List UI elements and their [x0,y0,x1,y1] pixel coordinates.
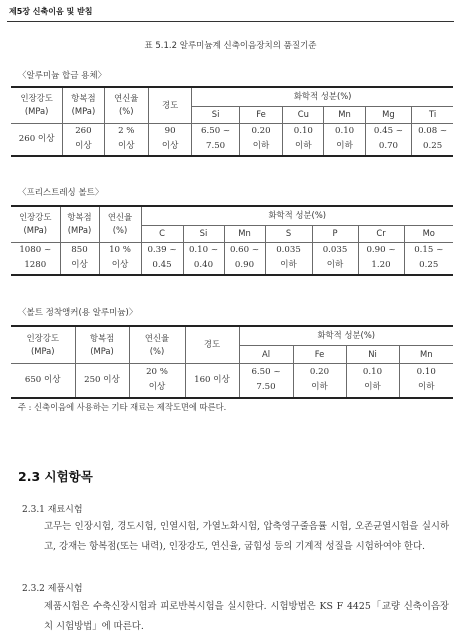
header-rule [7,21,454,22]
header-elongation: 연신율 (%) [129,326,185,363]
value-mo: 0.15 ~ 0.25 [404,242,453,275]
header-tensile-strength: 인장강도 (MPa) [11,87,63,123]
element-ni: Ni [346,345,399,363]
element-al: Al [239,345,293,363]
value-p: 0.035 이하 [312,242,358,275]
value-c: 0.39 ~ 0.45 [141,242,183,275]
element-s: S [265,225,312,242]
header-tensile-strength: 인장강도 (MPa) [11,206,60,242]
element-si: Si [192,106,240,123]
header-chemical-composition: 화학적 성분(%) [141,206,453,225]
table-3-caption: 〈볼트 정착앵커(용 알루미늄)〉 [18,308,138,318]
header-yield-point: 항복점 (MPa) [60,206,99,242]
element-fe: Fe [293,345,346,363]
header-elongation: 연신율 (%) [104,87,148,123]
value-ni: 0.10 이하 [346,363,399,398]
value-hardness: 160 이상 [185,363,239,398]
subsection-title-material-test: 2.3.1 재료시험 [22,505,83,515]
value-elongation: 10 % 이상 [99,242,141,275]
value-cu: 0.10 이하 [283,123,324,156]
value-mn: 0.60 ~ 0.90 [224,242,265,275]
table-title: 표 5.1.2 알루미늄계 신축이음장치의 품질기준 [144,41,317,51]
element-mn: Mn [324,106,365,123]
value-fe: 0.20 이하 [293,363,346,398]
element-si: Si [183,225,224,242]
header-tensile-strength: 인장강도 (MPa) [11,326,75,363]
element-mn: Mn [224,225,265,242]
paragraph-material-test: 고무는 인장시험, 경도시험, 인열시험, 가열노화시험, 압축영구줄음률 시험, 오존균열시험을 실시하고, 강재는 항복점(또는 내력), 인장강도, 연신율, 굽힘성 등의 기계적 성질을 시험하여야 한다. [44,521,449,552]
table-1-caption: 〈알루미늄 합금 용체〉 [18,71,107,81]
header-chemical-composition: 화학적 성분(%) [192,87,453,106]
header-hardness: 경도 [185,326,239,363]
element-c: C [141,225,183,242]
element-mn: Mn [399,345,453,363]
element-cu: Cu [283,106,324,123]
aluminum-alloy-table [11,86,453,157]
value-fe: 0.20 이하 [239,123,282,156]
value-cr: 0.90 ~ 1.20 [358,242,404,275]
value-mn: 0.10 이하 [399,363,453,398]
table-footnote: 주 : 신축이음에 사용하는 기타 재료는 제작도면에 따른다. [18,402,227,412]
value-elongation: 2 % 이상 [104,123,148,156]
prestressing-bolt-table [11,205,453,276]
subsection-title-product-test: 2.3.2 제품시험 [22,584,83,594]
paragraph-product-test: 제품시험은 수축신장시험과 피로반복시험을 실시한다. 시험방법은 KS F 4425「교량 신축이음장치 시험방법」에 따른다. [44,601,449,632]
value-yield-point: 250 이상 [75,363,129,398]
header-yield-point: 항복점 (MPa) [63,87,104,123]
header-elongation: 연신율 (%) [99,206,141,242]
value-yield-point: 260 이상 [63,123,104,156]
element-mg: Mg [365,106,412,123]
value-elongation: 20 % 이상 [129,363,185,398]
value-yield-point: 850 이상 [60,242,99,275]
chapter-header: 제5장 신축이음 및 받침 [9,7,93,16]
value-s: 0.035 이하 [265,242,312,275]
table-2-caption: 〈프리스트레싱 볼트〉 [18,188,104,198]
value-tensile-strength: 260 이상 [11,123,63,156]
element-fe: Fe [239,106,282,123]
value-hardness: 90 이상 [148,123,191,156]
value-tensile-strength: 650 이상 [11,363,75,398]
element-cr: Cr [358,225,404,242]
value-si: 0.10 ~ 0.40 [183,242,224,275]
value-mg: 0.45 ~ 0.70 [365,123,412,156]
value-tensile-strength: 1080 ~ 1280 [11,242,60,275]
anchor-bolt-table [11,325,453,399]
header-hardness: 경도 [148,87,191,123]
value-mn: 0.10 이하 [324,123,365,156]
value-ti: 0.08 ~ 0.25 [412,123,453,156]
value-al: 6.50 ~ 7.50 [239,363,293,398]
element-mo: Mo [404,225,453,242]
element-p: P [312,225,358,242]
header-yield-point: 항복점 (MPa) [75,326,129,363]
section-title: 2.3 시험항목 [18,469,93,484]
element-ti: Ti [412,106,453,123]
header-chemical-composition: 화학적 성분(%) [239,326,453,345]
value-si: 6.50 ~ 7.50 [192,123,240,156]
